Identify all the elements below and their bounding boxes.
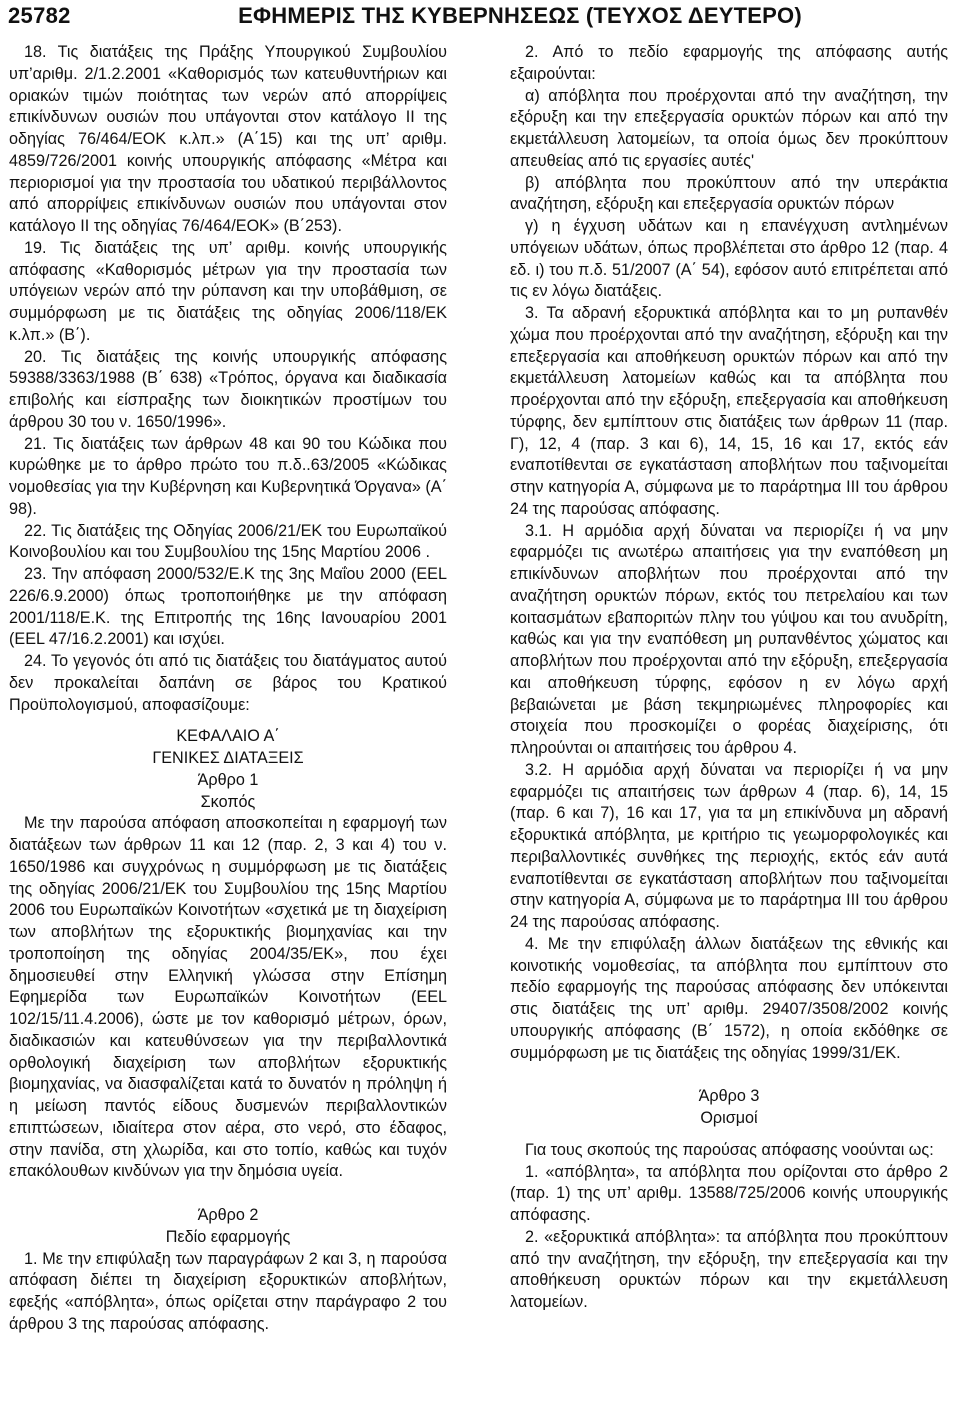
right-column [510,42,948,1314]
article-2-paragraph-1: 1. Με την επιφύλαξη των παραγράφων 2 και 3, η παρούσα απόφαση διέπει τη διαχείριση εξορυκτικών αποβλήτων, εφεξής «απόβλητα», όπως ορίζεται στην παράγραφο 2 του άρθρου 3 της παρούσας απόφασης. [9,1249,447,1333]
paragraph-2: 2. Από το πεδίο εφαρμογής της απόφασης αυτής εξαιρούνται: [510,43,948,83]
article-2-heading: Άρθρο 2 [197,1206,259,1224]
paragraph-2c: γ) η έγχυση υδάτων και η επανέγχυση αντλημένων υπόγειων υδάτων, όπως προβλέπεται στο άρθρο 12 (παρ. 4 εδ. ι) του π.δ. 51/2007 (Α΄ 54), εφόσον αυτό επιτρέπεται από τις εν λόγω διατάξεις. [510,217,948,301]
article-3-heading: Άρθρο 3 [698,1087,760,1106]
page-number: 25782 [8,3,71,28]
article-3-title: Ορισμοί [700,1109,758,1127]
paragraph-3-1: 3.1. Η αρμόδια αρχή δύναται να περιορίζει ή να μην εφαρμόζει τις ανωτέρω απαιτήσεις για την εναπόθεση μη επικίνδυνων αποβλήτων που προέρχονται από την αναζήτηση ορυκτών πόρων, εκτός του πετρελαίου και των κοιτασμάτων εβαποριτών πλην του γύψου και του ανυδρίτη, καθώς και για την εναπόθεση μη ρυπανθέντος χώματος και αποβλήτων που προέρχονται από την εξόρυξη, επεξεργασία και αποθήκευση τύρφης, εφόσον η εν λόγω αρχή βεβαιώνεται με βάση τεκμηριωμένες πληροφορίες και στοιχεία που προσκομίζει ο φορέας διαχείρισης, ότι πληρούνται οι απαιτήσεις του άρθρου 4. [510,521,948,757]
paragraph-21: 21. Τις διατάξεις των άρθρων 48 και 90 του Κώδικα που κυρώθηκε με το άρθρο πρώτο του π.δ..63/2005 «Κώδικας νομοθεσίας για την Κυβέρνηση και Κυβερνητικά Όργανα» (Α΄ 98). [9,434,447,518]
paragraph-22: 22. Τις διατάξεις της Οδηγίας 2006/21/ΕΚ του Ευρωπαϊκού Κοινοβουλίου και του Συμβουλίου της 15ης Μαρτίου 2006 . [9,521,447,562]
chapter-title: ΓΕΝΙΚΕΣ ΔΙΑΤΑΞΕΙΣ [152,749,304,767]
paragraph-18: 18. Τις διατάξεις της Πράξης Υπουργικού Συμβουλίου υπ’αριθμ. 2/1.2.2001 «Καθορισμός των κατευθυντήριων και οριακών τιμών ποιότητας των νερών από απορρίψεις επικίνδυνων ουσιών που υπάγονται στον κατάλογο ΙΙ της οδηγίας 76/464/ΕΟΚ κ.λπ.» (Α΄15) και της υπ’ αριθμ. 4859/726/2001 κοινής υπουργικής απόφασης «Μέτρα και περιορισμοί για την προστασία του υδατικού περιβάλλοντος από απορρίψεις επικίνδυνων ουσιών που υπάγονται στον κατάλογο ΙΙ της οδηγίας 76/464/ΕΟΚ» (Β΄253). [9,43,447,235]
left-column [9,42,447,1336]
paragraph-24: 24. Το γεγονός ότι από τις διατάξεις του διατάγματος αυτού δεν προκαλείται δαπάνη σε βάρος του Κρατικού Προϋπολογισμού, αποφασίζουμε: [9,652,447,714]
definition-2: 2. «εξορυκτικά απόβλητα»: τα απόβλητα που προκύπτουν από την αναζήτηση, την εξόρυξη, την επεξεργασία και την αποθήκευση ορυκτών πόρων και την εκμετάλλευση λατομείων. [510,1227,948,1311]
article-2-title: Πεδίο εφαρμογής [165,1227,291,1246]
paragraph-2a: α) απόβλητα που προέρχονται από την αναζήτηση, την εξόρυξη και την επεξεργασία ορυκτών πόρων και από την εκμετάλλευση λατομείων, τα οποία όμως δεν προκύπτουν απευθείας από τις εργασίες αυτές' [510,86,948,170]
paragraph-3: 3. Τα αδρανή εξορυκτικά απόβλητα και το μη ρυπανθέν χώμα που προέρχονται από την αναζήτηση, εξόρυξη και την επεξεργασία και αποθήκευση ορυκτών πόρων και από την εκμετάλλευση λατομείων καθώς και τα απόβλητα που προέρχονται από την εξόρυξη, επεξεργασία και αποθήκευση τύρφης, δεν εμπίπτουν στις διατάξεις των άρθρων 11 (παρ. Γ), 12, 4 (παρ. 3 και 6), 14, 15, 16 και 17, εκτός εάν εναποτίθενται σε εγκατάσταση αποβλήτων που ταξινομείται στην κατηγορία Α, σύμφωνα με το παράρτημα ΙΙΙ του άρθρου 24 της παρούσας απόφασης. [510,304,948,518]
paragraph-3-2: 3.2. Η αρμόδια αρχή δύναται να περιορίζει ή να μην εφαρμόζει τις απαιτήσεις των άρθρων 4 (παρ. 6), 14, 15 (παρ. 6 και 7), 16 και 17, για τα μη επικίνδυνα μη αδρανή εξορυκτικά απόβλητα, με κριτήριο τις γεωμορφολογικές και περιβαλλοντικές συνθήκες της περιοχής, εκτός εάν αυτά εναποτίθενται σε εγκατάσταση αποβλήτων που ταξινομείται στην κατηγορία Α, σύμφωνα με το παράρτημα ΙΙΙ του άρθρου 24 της παρούσας απόφασης. [510,760,948,931]
paragraph-20: 20. Τις διατάξεις της κοινής υπουργικής απόφασης 59388/3363/1988 (Β΄ 638) «Τρόπος, όργανα και διαδικασία επιβολής και είσπραξης των διοικητικών προστίμων του άρθρου 30 του ν. 1650/1996». [9,347,447,431]
gazette-title: ΕΦΗΜΕΡΙΣ ΤΗΣ ΚΥΒΕΡΝΗΣΕΩΣ (ΤΕΥΧΟΣ ΔΕΥΤΕΡΟ) [238,3,802,28]
definition-1: 1. «απόβλητα», τα απόβλητα που ορίζονται στο άρθρο 2 (παρ. 1) της υπ’ αριθμ. 13588/725/2006 κοινής υπουργικής απόφασης. [510,1162,948,1224]
article-1-heading: Άρθρο 1 [197,770,259,789]
paragraph-23: 23. Την απόφαση 2000/532/Ε.Κ της 3ης Μαΐου 2000 (EEL 226/6.9.2000) όπως τροποποιήθηκε με την απόφαση 2001/118/Ε.Κ. της Επιτροπής της 16ης Ιανουαρίου 2001 (EEL 47/16.2.2001) και ισχύει. [9,565,447,649]
chapter-heading: ΚΕΦΑΛΑΙΟ Α΄ [176,727,280,746]
article-1-text: Με την παρούσα απόφαση αποσκοπείται η εφαρμογή των διατάξεων των άρθρων 11 και 12 (παρ. 2, 3 και 4) του ν. 1650/1986 και συγχρόνως η συμμόρφωση με τις διατάξεις της οδηγίας 2006/21/ΕΚ του Συμβουλίου της 15ης Μαρτίου 2006 του Ευρωπαϊκών Κοινοτήτων «σχετικά με τη διαχείριση των αποβλήτων της εξορυκτικής βιομηχανίας και την τροποποίηση της οδηγίας 2004/35/ΕΚ», που έχει δημοσιευθεί στην Ελληνική γλώσσα στην Επίσημη Εφημερίδα των Ευρωπαϊκών Κοινοτήτων (EEL 102/15/11.4.2006), ώστε με τον καθορισμό μέτρων, όρων, διαδικασιών και κατευθύνσεων για την περιβαλλοντικά ορθολογική διαχείριση των αποβλήτων εξορυκτικής βιομηχανίας, να διασφαλίζεται κατά το δυνατόν η πρόληψη ή η μείωση παντός είδους δυσμενών περιβαλλοντικών επιπτώσεων, ιδιαίτερα στον αέρα, στο νερό, στο έδαφος, στην πανίδα, στη χλωρίδα, και στο τοπίο, καθώς και τυχόν επακόλουθων κινδύνων για την δημόσια υγεία. [9,814,447,1181]
paragraph-2b: β) απόβλητα που προκύπτουν από την υπεράκτια αναζήτηση, εξόρυξη και επεξεργασία ορυκτών πόρων [510,173,948,214]
paragraph-4: 4. Με την επιφύλαξη άλλων διατάξεων της εθνικής και κοινοτικής νομοθεσίας, τα απόβλητα που εμπίπτουν στο πεδίο εφαρμογής της παρούσας απόφασης δεν υπόκεινται στις διατάξεις της υπ’ αριθμ. 29407/3508/2002 κοινής υπουργικής απόφασης (Β΄ 1572), η οποία εκδόθηκε σε συμμόρφωση με τις διατάξεις της οδηγίας 1999/31/ΕΚ. [510,934,948,1062]
paragraph-19: 19. Τις διατάξεις της υπ’ αριθμ. κοινής υπουργικής απόφασης «Καθορισμός μέτρων για την προστασία των υπόγειων νερών από την ρύπανση και την υποβάθμιση, σε συμμόρφωση με τις διατάξεις της οδηγίας 2006/118/ΕΚ κ.λπ.» (Β΄). [9,238,447,344]
article-1-title: Σκοπός [200,792,256,811]
article-3-intro: Για τους σκοπούς της παρούσας απόφασης νοούνται ως: [525,1140,934,1159]
page-header [0,0,960,40]
